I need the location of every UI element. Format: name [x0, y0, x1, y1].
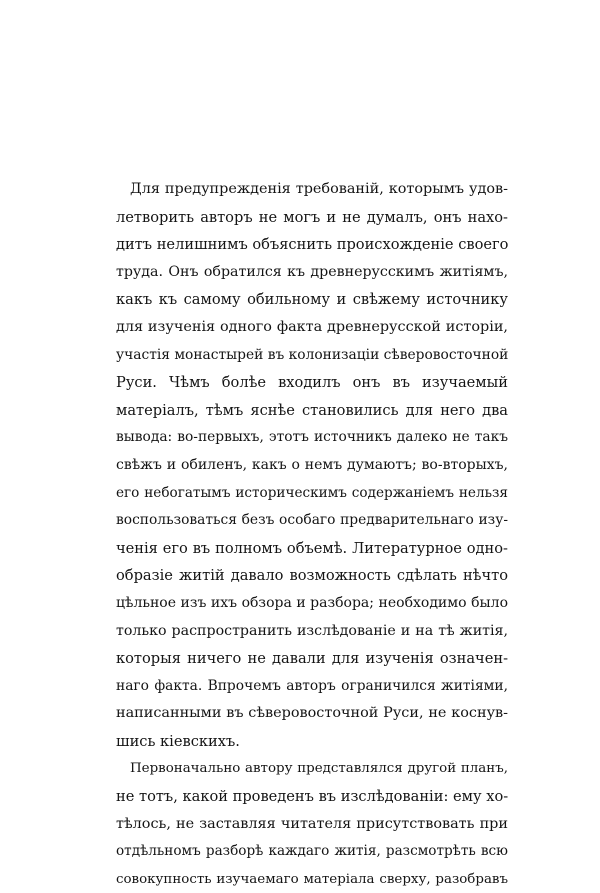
- text-line: какъ къ самому обильному и свѣжему источнику: [116, 291, 508, 309]
- text-line: дитъ нелишнимъ объяснить происхожденіе своего: [116, 236, 508, 254]
- text-line: его небогатымъ историческимъ содержаніемъ нельзя: [116, 484, 508, 501]
- body-text: [116, 176, 508, 893]
- text-line: ченія его въ полномъ объемѣ. Литературное одно-: [116, 539, 508, 557]
- text-line: тѣлось, не заставляя читателя присутствовать при: [116, 815, 508, 832]
- text-line: Руси. Чѣмъ болѣе входилъ онъ въ изучаемый: [116, 374, 508, 392]
- text-line: воспользоваться безъ особаго предварительнаго изу-: [116, 512, 508, 529]
- text-line: Первоначально автору представлялся другой планъ,: [130, 761, 508, 777]
- text-line: матеріалъ, тѣмъ яснѣе становились для него два: [116, 401, 508, 419]
- text-line: участія монастырей въ колонизаціи сѣверовосточной: [116, 346, 508, 363]
- text-line: Для предупрежденія требованій, которымъ удов-: [130, 181, 508, 197]
- text-line: для изученія одного факта древнерусской исторіи,: [116, 318, 508, 335]
- text-line: летворить авторъ не могъ и не думалъ, онъ нахо-: [116, 208, 508, 226]
- text-line: шись кіевскихъ.: [116, 732, 240, 750]
- text-line: совокупность изучаемаго матеріала сверху, разобравъ: [116, 871, 508, 887]
- text-line: цѣльное изъ ихъ обзора и разбора; необходимо было: [116, 594, 508, 611]
- text-line: вывода: во-первыхъ, этотъ источникъ далеко не такъ: [116, 429, 508, 446]
- text-line: отдѣльномъ разборѣ каждаго житія, разсмотрѣть всю: [116, 843, 508, 860]
- text-line: написанными въ сѣверовосточной Руси, не коснув-: [116, 705, 508, 722]
- text-line: только распространить изслѣдованіе и на тѣ житія,: [116, 622, 508, 639]
- text-line: не тотъ, какой проведенъ въ изслѣдованіи: ему хо-: [116, 788, 508, 806]
- text-line: образіе житій давало возможность сдѣлать нѣчто: [116, 567, 508, 585]
- text-line: свѣжъ и обиленъ, какъ о немъ думаютъ; во-вторыхъ,: [116, 456, 508, 473]
- text-line: труда. Онъ обратился къ древнерусскимъ житіямъ,: [116, 263, 508, 280]
- text-line: наго факта. Впрочемъ авторъ ограничился житіями,: [116, 677, 508, 694]
- text-line: которыя ничего не давали для изученія означен-: [116, 650, 508, 668]
